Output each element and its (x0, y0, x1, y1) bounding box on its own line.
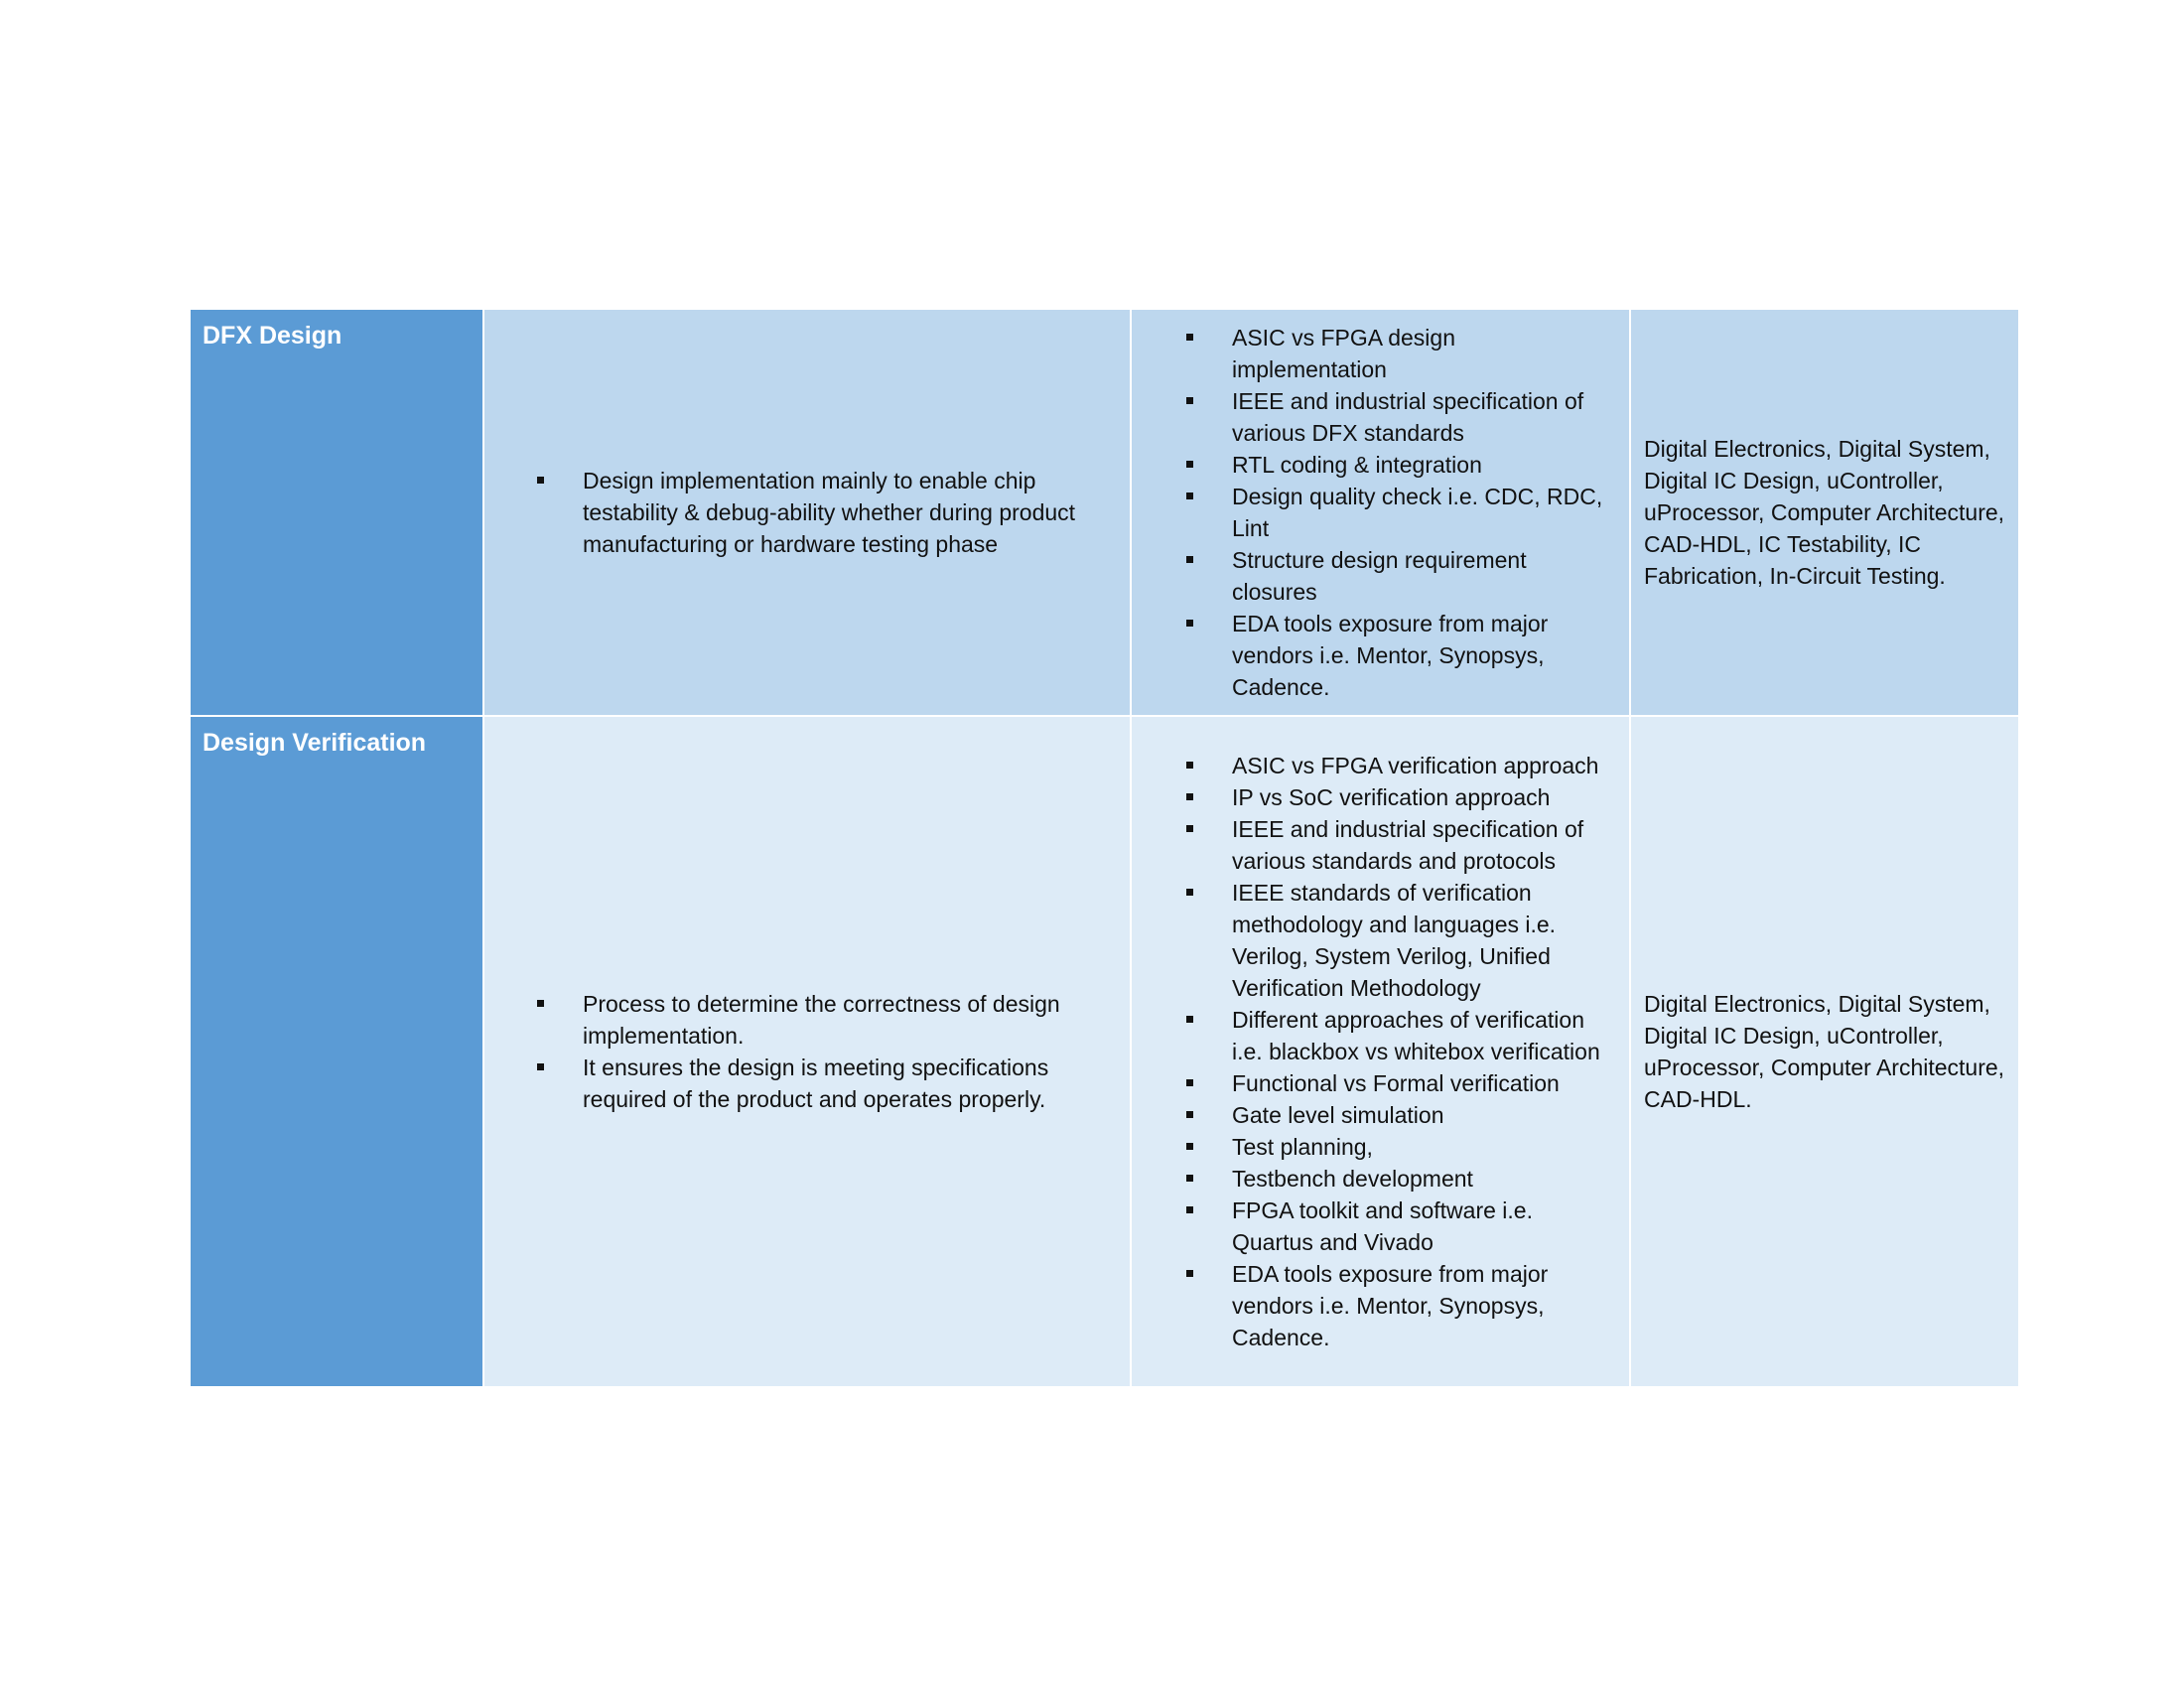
list-item: Functional vs Formal verification (1186, 1067, 1611, 1099)
description-cell (483, 716, 1131, 1387)
list-item: IEEE and industrial specification of various DFX standards (1186, 385, 1611, 449)
list-item: Different approaches of verification i.e. blackbox vs whitebox verification (1186, 1004, 1611, 1067)
courses-cell (1630, 309, 2019, 716)
topic-label: DFX Design (203, 322, 342, 350)
list-item: IEEE and industrial specification of various standards and protocols (1186, 813, 1611, 877)
list-item: ASIC vs FPGA design implementation (1186, 322, 1611, 385)
list-item: Structure design requirement closures (1186, 544, 1611, 608)
list-item: IP vs SoC verification approach (1186, 781, 1611, 813)
skills-cell (1131, 309, 1630, 716)
table-row (190, 309, 2019, 716)
description-list (537, 465, 1100, 560)
list-item: RTL coding & integration (1186, 449, 1611, 481)
courses-text: Digital Electronics, Digital System, Digital IC Design, uController, uProcessor, Computer Architecture, CAD-HDL, IC Testability, IC Fabrication, In-Circuit Testing. (1644, 436, 2005, 589)
list-item: ASIC vs FPGA verification approach (1186, 750, 1611, 781)
topic-cell (190, 309, 483, 716)
description-list (537, 988, 1100, 1115)
list-item: Testbench development (1186, 1163, 1611, 1195)
list-item: Design implementation mainly to enable chip testability & debug-ability whether during product manufacturing or hardware testing phase (537, 465, 1100, 560)
list-item: Design quality check i.e. CDC, RDC, Lint (1186, 481, 1611, 544)
table-row (190, 716, 2019, 1387)
list-item: EDA tools exposure from major vendors i.e. Mentor, Synopsys, Cadence. (1186, 1258, 1611, 1353)
skills-cell (1131, 716, 1630, 1387)
courses-text: Digital Electronics, Digital System, Digital IC Design, uController, uProcessor, Computer Architecture, CAD-HDL. (1644, 991, 2005, 1112)
courses-cell (1630, 716, 2019, 1387)
description-cell (483, 309, 1131, 716)
topic-cell (190, 716, 483, 1387)
list-item: Test planning, (1186, 1131, 1611, 1163)
list-item: FPGA toolkit and software i.e. Quartus and Vivado (1186, 1195, 1611, 1258)
skills-list (1186, 322, 1611, 703)
list-item: It ensures the design is meeting specifications required of the product and operates properly. (537, 1052, 1100, 1115)
list-item: EDA tools exposure from major vendors i.e. Mentor, Synopsys, Cadence. (1186, 608, 1611, 703)
career-topics-table (189, 308, 2020, 1388)
skills-list (1186, 750, 1611, 1353)
list-item: Process to determine the correctness of design implementation. (537, 988, 1100, 1052)
list-item: IEEE standards of verification methodology and languages i.e. Verilog, System Verilog, Unified Verification Methodology (1186, 877, 1611, 1004)
list-item: Gate level simulation (1186, 1099, 1611, 1131)
topic-label: Design Verification (203, 729, 427, 757)
